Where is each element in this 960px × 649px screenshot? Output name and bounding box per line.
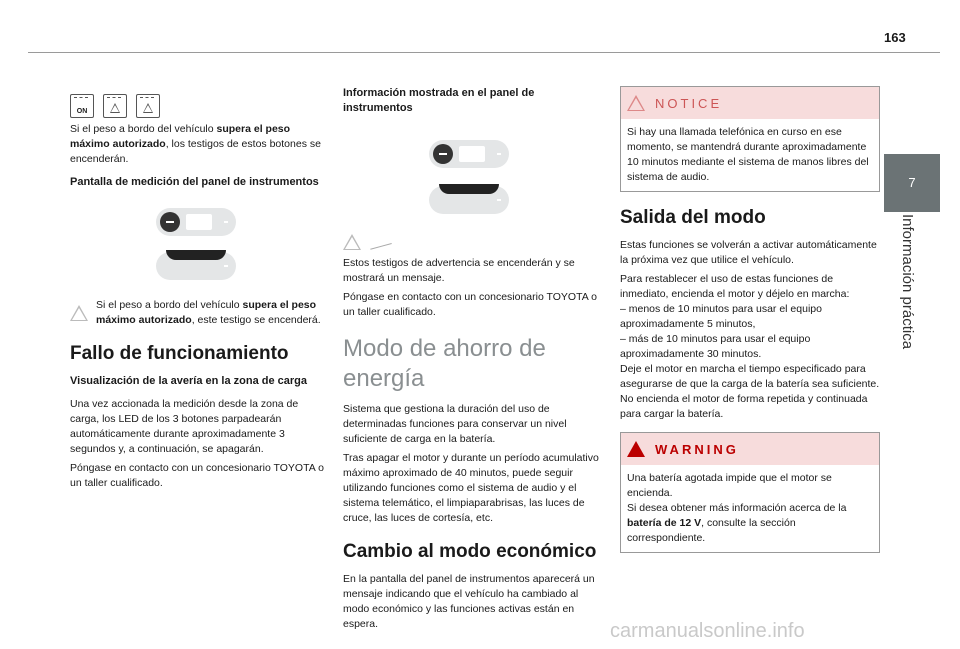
eco-mode-text: En la pantalla del panel de instrumentos aparecerá un mensaje indicando que el vehículo ha cambiado al modo económico y las funciones activas están en espera. [343, 573, 595, 630]
chapter-title: Información práctica [899, 214, 916, 350]
warning-indicator-row [70, 298, 328, 328]
notice-triangle-icon [627, 95, 645, 111]
cluster-gauge-icon [156, 208, 236, 236]
page-number: 163 [884, 30, 906, 45]
warning-text-2: Si desea obtener más información acerca de la batería de 12 V, consulte la sección correspondiente. [627, 502, 847, 544]
warning-triangle-icon [627, 441, 645, 457]
warning-box [620, 432, 880, 553]
chapter-title-vertical [896, 214, 916, 354]
warning-button-icon [136, 94, 160, 118]
chapter-number: 7 [908, 175, 916, 190]
warning-icons-row [343, 234, 603, 250]
overload-indicator-text: Si el peso a bordo del vehículo supera el peso máximo autorizado, este testigo se encenderá. [96, 299, 321, 326]
heading-info-panel: Información mostrada en el panel de instrumentos [343, 87, 535, 114]
heading-visualizacion: Visualización de la avería en la zona de carga [70, 375, 308, 387]
button-icons [70, 94, 328, 118]
column-2 [343, 86, 603, 636]
notice-header [621, 87, 879, 119]
contact-dealer-text: Póngase en contacto con un concesionario TOYOTA o un taller cualificado. [70, 462, 324, 489]
cluster-illustration [70, 200, 328, 290]
list-item: – más de 10 minutos para usar el equipo aproximadamente 30 minutos. [620, 333, 811, 360]
cluster-gauge-icon [429, 140, 509, 168]
cluster-display-icon [156, 252, 236, 280]
warning-header [621, 433, 879, 465]
restore-text: Para restablecer el uso de estas funciones de inmediato, encienda el motor y déjelo en marcha: [620, 273, 850, 300]
energy-functions-text: Tras apagar el motor y durante un período acumulativo máximo aproximado de 40 minutos, puede seguir utilizando funciones como el sistema de audio y el sistema telemático, el limpiaparabrisas, las luces de cruce, las luces de cortesía, etc. [343, 452, 599, 524]
warning-title: WARNING [655, 441, 739, 457]
column-1 [70, 94, 328, 495]
led-blink-text: Una vez accionada la medición desde la zona de carga, los LED de los 3 botones parpadearán automáticamente durante aproximadamente 3 segundos y, a continuación, se apagarán. [70, 398, 299, 455]
chapter-tab[interactable] [884, 154, 940, 212]
engine-run-text: Deje el motor en marcha el tiempo especificado para asegurarse de que la carga de la batería sea suficiente. [620, 363, 880, 390]
heading-fallo: Fallo de funcionamiento [70, 343, 289, 364]
load-button-icon [103, 94, 127, 118]
no-repeat-text: No encienda el motor de forma repetida y continuada para cargar la batería. [620, 393, 868, 420]
notice-title: NOTICE [655, 95, 723, 111]
list-item: – menos de 10 minutos para usar el equipo aproximadamente 5 minutos, [620, 303, 822, 330]
header-rule [28, 52, 940, 53]
warning-lights-text: Estos testigos de advertencia se encenderán y se mostrará un mensaje. [343, 257, 575, 284]
warning-text-1: Una batería agotada impide que el motor se encienda. [627, 472, 832, 499]
warning-triangle-icon [343, 234, 361, 250]
heading-cambio: Cambio al modo económico [343, 541, 597, 562]
reactivate-text: Estas funciones se volverán a activar automáticamente la próxima vez que utilice el vehículo. [620, 239, 877, 266]
notice-box [620, 86, 880, 192]
energy-system-text: Sistema que gestiona la duración del uso de determinadas funciones para conservar un nivel suficiente de carga en la batería. [343, 403, 567, 445]
heading-salida: Salida del modo [620, 207, 766, 228]
watermark: carmanualsonline.info [610, 620, 805, 642]
cluster-display-icon [429, 186, 509, 214]
warning-triangle-icon [70, 305, 88, 321]
contact-dealer-text-2: Póngase en contacto con un concesionario TOYOTA o un taller cualificado. [343, 291, 597, 318]
warning-body [621, 465, 879, 552]
wrench-icon [368, 235, 392, 249]
heading-ahorro: Modo de ahorro de energía [343, 335, 546, 392]
heading-pantalla: Pantalla de medición del panel de instrumentos [70, 176, 319, 188]
column-3 [620, 86, 880, 567]
on-button-icon: ON [70, 94, 94, 118]
overload-buttons-text: Si el peso a bordo del vehículo supera el peso máximo autorizado, los testigos de estos botones se encenderán. [70, 123, 321, 165]
cluster-illustration-2 [343, 134, 603, 226]
notice-text: Si hay una llamada telefónica en curso en ese momento, se mantendrá durante aproximadamente 10 minutos mediante el sistema de manos libres del sistema de audio. [627, 126, 869, 183]
